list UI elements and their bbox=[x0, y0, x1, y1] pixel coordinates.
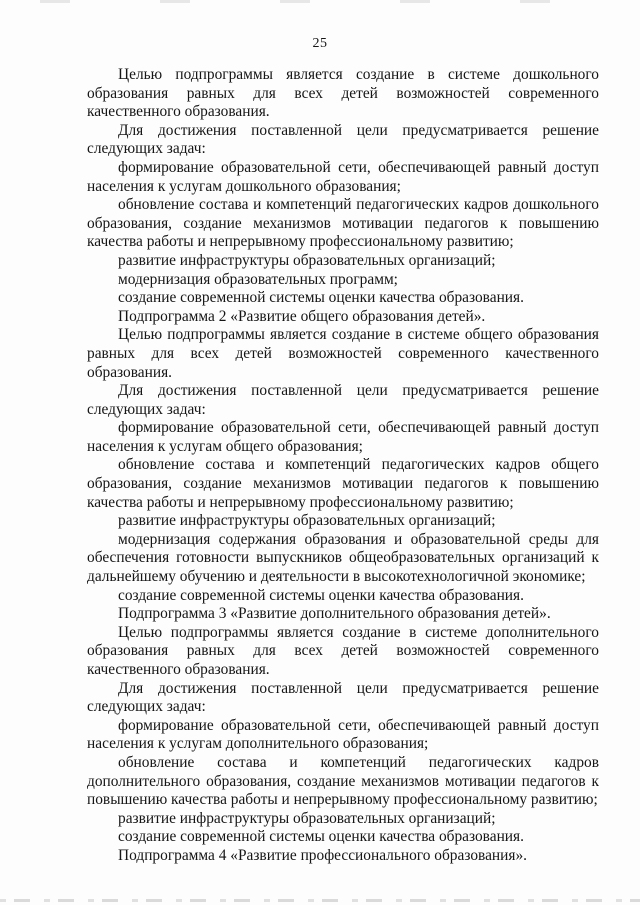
paragraph-10: Для достижения поставленной цели предусматривается решение следующих задач: bbox=[87, 382, 599, 418]
scan-edge-bottom bbox=[0, 899, 640, 902]
paragraph-15: создание современной системы оценки качества образования. bbox=[118, 586, 524, 604]
paragraph-11: формирование образовательной сети, обеспечивающей равный доступ населения к услугам общего образования; bbox=[87, 419, 599, 455]
paragraph-9: Целью подпрограммы является создание в системе общего образования равных для всех детей возможностей современного качественного образования. bbox=[87, 326, 599, 381]
paragraph-13: развитие инфраструктуры образовательных организаций; bbox=[118, 512, 496, 530]
paragraph-17: Целью подпрограммы является создание в системе дополнительного образования равных для всех детей возможностей современного качественного образования. bbox=[87, 623, 599, 678]
subprogram-4-heading: Подпрограмма 4 «Развитие профессионального образования». bbox=[118, 846, 528, 864]
paragraph-18: Для достижения поставленной цели предусматривается решение следующих задач: bbox=[87, 679, 599, 716]
paragraph-14: модернизация содержания образования и образовательной среды для обеспечения готовности выпускников общеобразовательных организаций к дальнейшему обучению и деятельности в высокотехнологичной экономике; bbox=[87, 530, 599, 586]
paragraph-7: создание современной системы оценки качества образования. bbox=[118, 289, 524, 307]
paragraph-3: формирование образовательной сети, обеспечивающей равный доступ населения к услугам дошкольного образования; bbox=[87, 158, 599, 195]
paragraph-2: Для достижения поставленной цели предусматривается решение следующих задач: bbox=[87, 121, 599, 158]
scan-edge-top bbox=[0, 0, 640, 3]
page-number: 25 bbox=[312, 36, 328, 51]
paragraph-20: обновление состава и компетенций педагогических кадров дополнительного образования, создание механизмов мотивации педагогов к повышению качества работы и непрерывному профессиональному развитию; bbox=[87, 753, 599, 809]
paragraph-1: Целью подпрограммы является создание в системе дошкольного образования равных для всех детей возможностей современного качественного образования. bbox=[87, 66, 599, 121]
document-body bbox=[87, 66, 599, 866]
paragraph-21: развитие инфраструктуры образовательных организаций; bbox=[118, 809, 496, 827]
subprogram-3-heading: Подпрограмма 3 «Развитие дополнительного образования детей». bbox=[118, 605, 551, 623]
paragraph-12: обновление состава и компетенций педагогических кадров общего образования, создание механизмов мотивации педагогов к повышению качества работы и непрерывному профессиональному развитию; bbox=[87, 456, 599, 511]
paragraph-19: формирование образовательной сети, обеспечивающей равный доступ населения к услугам дополнительного образования; bbox=[87, 716, 599, 753]
paragraph-22: создание современной системы оценки качества образования. bbox=[118, 828, 524, 846]
paragraph-5: развитие инфраструктуры образовательных организаций; bbox=[118, 251, 496, 269]
paragraph-6: модернизация образовательных программ; bbox=[118, 270, 398, 288]
paragraph-4: обновление состава и компетенций педагогических кадров дошкольного образования, создание механизмов мотивации педагогов к повышению качества работы и непрерывному профессиональному развитию; bbox=[87, 196, 599, 251]
subprogram-2-heading: Подпрограмма 2 «Развитие общего образования детей». bbox=[118, 307, 486, 325]
